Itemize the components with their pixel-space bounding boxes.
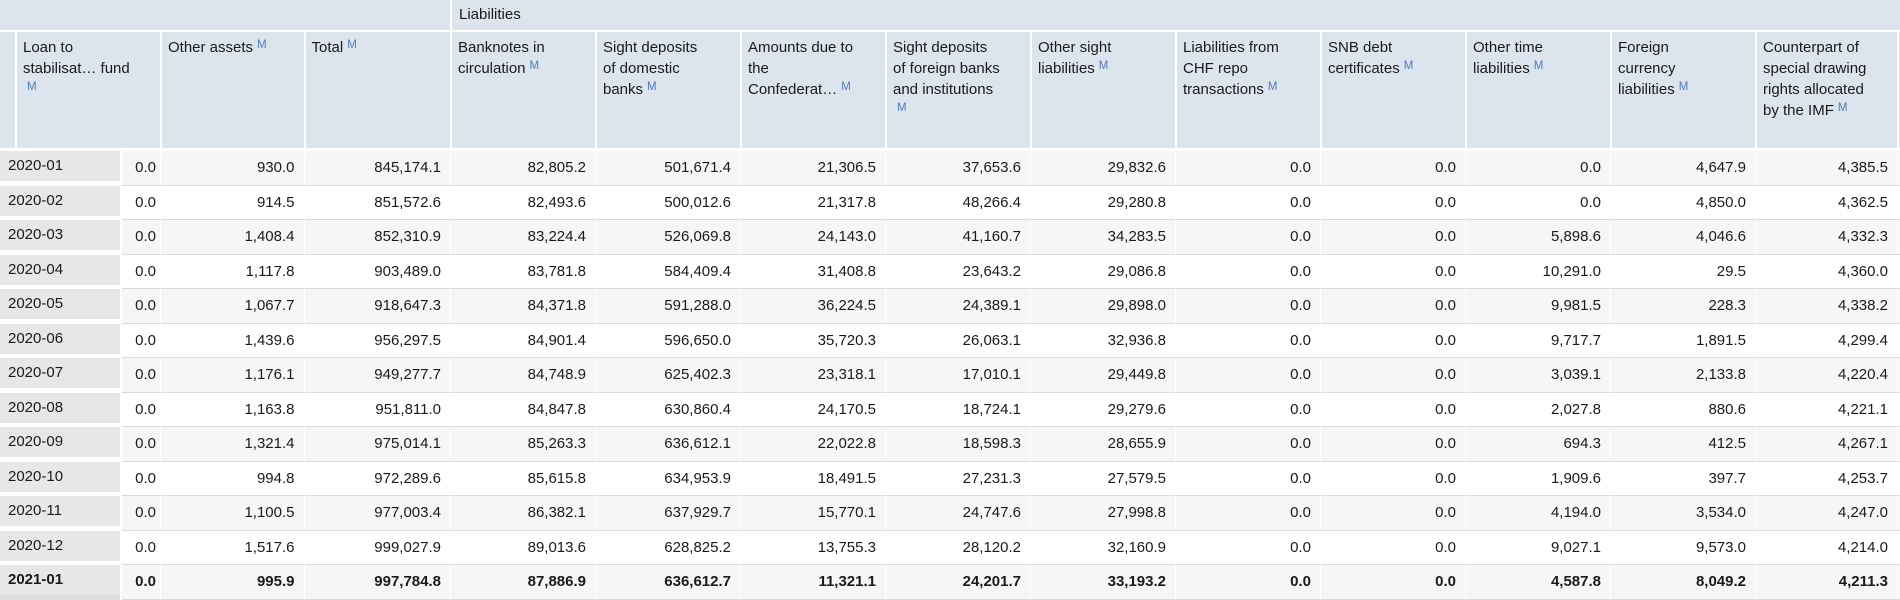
value-cell-snb-debt-certificates: 0.0 (1320, 393, 1465, 428)
value-cell-foreign-currency-liabilities: 880.6 (1610, 393, 1755, 428)
value-cell-snb-debt-certificates: 0.0 (1320, 462, 1465, 497)
value-cell-counterpart-sdr-imf: 4,299.4 (1755, 324, 1897, 359)
table-row-2020-01 (0, 151, 1900, 186)
value-cell-liabilities-chf-repo: 0.0 (1175, 289, 1320, 324)
table-row-2020-12 (0, 531, 1900, 566)
value-cell-other-assets: 1,439.6 (160, 324, 304, 359)
value-cell-banknotes-in-circulation: 86,382.1 (450, 496, 595, 531)
metadata-link[interactable]: M (27, 81, 37, 93)
table-row-2020-09 (0, 427, 1900, 462)
table-row-2020-03 (0, 220, 1900, 255)
value-cell-other-assets: 994.8 (160, 462, 304, 497)
column-header-label: Counterpart of special drawing rights allocated by the IMF (1763, 39, 1867, 119)
value-cell-liabilities-chf-repo: 0.0 (1175, 393, 1320, 428)
value-cell-sight-deposits-domestic-banks: 596,650.0 (595, 324, 740, 359)
value-cell-total: 972,289.6 (304, 462, 451, 497)
value-cell-sight-deposits-domestic-banks: 637,929.7 (595, 496, 740, 531)
value-cell-liabilities-chf-repo: 0.0 (1175, 186, 1320, 221)
column-header-label: Liabilities from CHF repo transactions (1183, 39, 1279, 98)
value-cell-sight-deposits-foreign-banks: 27,231.3 (885, 462, 1030, 497)
value-cell-counterpart-sdr-imf: 4,267.1 (1755, 427, 1897, 462)
row-label: 2020-01 (0, 151, 120, 181)
value-cell-sight-deposits-domestic-banks: 500,012.6 (595, 186, 740, 221)
value-cell-other-time-liabilities: 9,027.1 (1465, 531, 1610, 566)
value-cell-counterpart-sdr-imf: 4,338.2 (1755, 289, 1897, 324)
value-cell-other-assets: 1,117.8 (160, 255, 304, 290)
value-cell-sight-deposits-foreign-banks: 24,201.7 (885, 565, 1030, 600)
value-cell-sight-deposits-domestic-banks: 584,409.4 (595, 255, 740, 290)
value-cell-snb-debt-certificates: 0.0 (1320, 324, 1465, 359)
value-cell-loan-to-stabilisation-fund: 0.0 (15, 427, 160, 462)
value-cell-counterpart-sdr-imf: 4,211.3 (1755, 565, 1897, 600)
value-cell-liabilities-chf-repo: 0.0 (1175, 462, 1320, 497)
value-cell-loan-to-stabilisation-fund: 0.0 (15, 151, 160, 186)
value-cell-total: 851,572.6 (304, 186, 451, 221)
value-cell-liabilities-chf-repo: 0.0 (1175, 496, 1320, 531)
value-cell-other-sight-liabilities: 29,279.6 (1030, 393, 1175, 428)
value-cell-banknotes-in-circulation: 85,615.8 (450, 462, 595, 497)
value-cell-loan-to-stabilisation-fund: 0.0 (15, 496, 160, 531)
value-cell-banknotes-in-circulation: 83,781.8 (450, 255, 595, 290)
column-header-label: Sight deposits of foreign banks and institutions (893, 39, 1000, 98)
value-cell-sight-deposits-foreign-banks: 28,120.2 (885, 531, 1030, 566)
value-cell-sight-deposits-foreign-banks: 26,063.1 (885, 324, 1030, 359)
value-cell-liabilities-chf-repo: 0.0 (1175, 531, 1320, 566)
value-cell-sight-deposits-foreign-banks: 48,266.4 (885, 186, 1030, 221)
column-header-liabilities-chf-repo (1175, 32, 1320, 148)
value-cell-snb-debt-certificates: 0.0 (1320, 220, 1465, 255)
value-cell-other-assets: 1,408.4 (160, 220, 304, 255)
value-cell-other-assets: 1,100.5 (160, 496, 304, 531)
value-cell-amounts-due-confederation: 21,306.5 (740, 151, 885, 186)
group-header-row (0, 0, 1900, 30)
value-cell-amounts-due-confederation: 21,317.8 (740, 186, 885, 221)
metadata-link[interactable]: M (529, 60, 540, 72)
value-cell-foreign-currency-liabilities: 9,573.0 (1610, 531, 1755, 566)
row-label: 2020-04 (0, 255, 120, 285)
value-cell-other-sight-liabilities: 34,283.5 (1030, 220, 1175, 255)
value-cell-total: 997,784.8 (304, 565, 451, 600)
column-header-row (0, 32, 1900, 148)
value-cell-sight-deposits-domestic-banks: 636,612.1 (595, 427, 740, 462)
metadata-link[interactable]: M (647, 81, 657, 93)
value-cell-loan-to-stabilisation-fund: 0.0 (15, 186, 160, 221)
value-cell-other-time-liabilities: 4,587.8 (1465, 565, 1610, 600)
column-header-sight-deposits-foreign-banks (885, 32, 1030, 148)
value-cell-total: 903,489.0 (304, 255, 451, 290)
row-label: 2020-09 (0, 427, 120, 457)
value-cell-sight-deposits-domestic-banks: 628,825.2 (595, 531, 740, 566)
value-cell-amounts-due-confederation: 11,321.1 (740, 565, 885, 600)
column-header-loan-to-stabilisation-fund (15, 32, 160, 148)
value-cell-other-time-liabilities: 2,027.8 (1465, 393, 1610, 428)
metadata-link[interactable]: M (1403, 60, 1414, 72)
table-row-2020-06 (0, 324, 1900, 359)
table-row-2020-04 (0, 255, 1900, 290)
value-cell-counterpart-sdr-imf: 4,220.4 (1755, 358, 1897, 393)
value-cell-total: 918,647.3 (304, 289, 451, 324)
value-cell-counterpart-sdr-imf: 4,214.0 (1755, 531, 1897, 566)
value-cell-amounts-due-confederation: 24,143.0 (740, 220, 885, 255)
value-cell-liabilities-chf-repo: 0.0 (1175, 565, 1320, 600)
value-cell-total: 999,027.9 (304, 531, 451, 566)
value-cell-snb-debt-certificates: 0.0 (1320, 255, 1465, 290)
group-header-assets (0, 0, 450, 30)
value-cell-other-time-liabilities: 0.0 (1465, 186, 1610, 221)
value-cell-loan-to-stabilisation-fund: 0.0 (15, 255, 160, 290)
metadata-link[interactable]: M (257, 39, 267, 51)
value-cell-other-assets: 930.0 (160, 151, 304, 186)
metadata-link[interactable]: M (841, 81, 851, 93)
value-cell-counterpart-sdr-imf: 4,253.7 (1755, 462, 1897, 497)
horizontal-scrollbar-thumb[interactable] (0, 595, 120, 600)
table-row-2020-08 (0, 393, 1900, 428)
value-cell-banknotes-in-circulation: 84,901.4 (450, 324, 595, 359)
value-cell-sight-deposits-domestic-banks: 636,612.7 (595, 565, 740, 600)
column-header-label: Loan to stabilisat… fund (23, 39, 130, 77)
value-cell-sight-deposits-domestic-banks: 526,069.8 (595, 220, 740, 255)
value-cell-counterpart-sdr-imf: 4,360.0 (1755, 255, 1897, 290)
value-cell-liabilities-chf-repo: 0.0 (1175, 358, 1320, 393)
value-cell-foreign-currency-liabilities: 2,133.8 (1610, 358, 1755, 393)
value-cell-liabilities-chf-repo: 0.0 (1175, 427, 1320, 462)
value-cell-counterpart-sdr-imf: 4,221.1 (1755, 393, 1897, 428)
value-cell-snb-debt-certificates: 0.0 (1320, 186, 1465, 221)
value-cell-other-sight-liabilities: 32,936.8 (1030, 324, 1175, 359)
value-cell-amounts-due-confederation: 36,224.5 (740, 289, 885, 324)
value-cell-liabilities-chf-repo: 0.0 (1175, 220, 1320, 255)
row-label: 2020-02 (0, 186, 120, 216)
value-cell-liabilities-chf-repo: 0.0 (1175, 151, 1320, 186)
value-cell-sight-deposits-domestic-banks: 591,288.0 (595, 289, 740, 324)
value-cell-snb-debt-certificates: 0.0 (1320, 427, 1465, 462)
metadata-link[interactable]: M (347, 39, 357, 51)
value-cell-other-assets: 995.9 (160, 565, 304, 600)
value-cell-counterpart-sdr-imf: 4,332.3 (1755, 220, 1897, 255)
metadata-link[interactable]: M (1678, 81, 1689, 93)
group-header-liabilities: Liabilities (450, 0, 1900, 30)
row-label: 2020-05 (0, 289, 120, 319)
value-cell-other-sight-liabilities: 32,160.9 (1030, 531, 1175, 566)
value-cell-foreign-currency-liabilities: 397.7 (1610, 462, 1755, 497)
value-cell-sight-deposits-foreign-banks: 23,643.2 (885, 255, 1030, 290)
value-cell-amounts-due-confederation: 22,022.8 (740, 427, 885, 462)
value-cell-other-assets: 1,517.6 (160, 531, 304, 566)
table-row-2021-01 (0, 565, 1900, 600)
row-label: 2020-06 (0, 324, 120, 354)
value-cell-loan-to-stabilisation-fund: 0.0 (15, 393, 160, 428)
value-cell-foreign-currency-liabilities: 228.3 (1610, 289, 1755, 324)
value-cell-liabilities-chf-repo: 0.0 (1175, 324, 1320, 359)
column-header-label: Sight deposits of domestic banks (603, 39, 698, 98)
value-cell-foreign-currency-liabilities: 8,049.2 (1610, 565, 1755, 600)
value-cell-foreign-currency-liabilities: 1,891.5 (1610, 324, 1755, 359)
value-cell-banknotes-in-circulation: 87,886.9 (450, 565, 595, 600)
date-column (0, 151, 122, 600)
value-cell-sight-deposits-domestic-banks: 501,671.4 (595, 151, 740, 186)
value-cell-banknotes-in-circulation: 82,805.2 (450, 151, 595, 186)
column-header-other-time-liabilities (1465, 32, 1610, 148)
value-cell-amounts-due-confederation: 24,170.5 (740, 393, 885, 428)
value-cell-sight-deposits-foreign-banks: 17,010.1 (885, 358, 1030, 393)
value-cell-counterpart-sdr-imf: 4,247.0 (1755, 496, 1897, 531)
value-cell-foreign-currency-liabilities: 4,046.6 (1610, 220, 1755, 255)
column-header-label: Other time liabilities (1473, 39, 1544, 77)
value-cell-banknotes-in-circulation: 82,493.6 (450, 186, 595, 221)
metadata-link[interactable]: M (1533, 60, 1544, 72)
value-cell-counterpart-sdr-imf: 4,385.5 (1755, 151, 1897, 186)
column-header-other-assets (160, 32, 304, 148)
value-cell-sight-deposits-domestic-banks: 630,860.4 (595, 393, 740, 428)
value-cell-snb-debt-certificates: 0.0 (1320, 358, 1465, 393)
column-header-label: Banknotes in circulation (458, 39, 545, 77)
value-cell-liabilities-chf-repo: 0.0 (1175, 255, 1320, 290)
column-header-snb-debt-certificates (1320, 32, 1465, 148)
column-header-amounts-due-confederation (740, 32, 885, 148)
value-cell-other-time-liabilities: 9,981.5 (1465, 289, 1610, 324)
header-cell-left-sliver (0, 32, 15, 148)
value-cell-total: 949,277.7 (304, 358, 451, 393)
value-cell-other-assets: 1,067.7 (160, 289, 304, 324)
value-cell-other-sight-liabilities: 29,832.6 (1030, 151, 1175, 186)
table-row-2020-11 (0, 496, 1900, 531)
row-label: 2020-07 (0, 358, 120, 388)
value-cell-amounts-due-confederation: 35,720.3 (740, 324, 885, 359)
value-cell-foreign-currency-liabilities: 4,850.0 (1610, 186, 1755, 221)
row-label: 2020-08 (0, 393, 120, 423)
value-cell-sight-deposits-foreign-banks: 37,653.6 (885, 151, 1030, 186)
value-cell-loan-to-stabilisation-fund: 0.0 (15, 565, 160, 600)
metadata-link[interactable]: M (1098, 60, 1109, 72)
value-cell-other-sight-liabilities: 28,655.9 (1030, 427, 1175, 462)
value-cell-banknotes-in-circulation: 85,263.3 (450, 427, 595, 462)
value-cell-sight-deposits-domestic-banks: 634,953.9 (595, 462, 740, 497)
row-label: 2020-12 (0, 531, 120, 561)
value-cell-total: 956,297.5 (304, 324, 451, 359)
column-header-label: Amounts due to the Confederat… (748, 39, 854, 98)
value-cell-banknotes-in-circulation: 89,013.6 (450, 531, 595, 566)
value-cell-other-sight-liabilities: 29,449.8 (1030, 358, 1175, 393)
column-header-banknotes-in-circulation (450, 32, 595, 148)
value-cell-banknotes-in-circulation: 84,847.8 (450, 393, 595, 428)
row-label: 2020-03 (0, 220, 120, 250)
value-cell-amounts-due-confederation: 13,755.3 (740, 531, 885, 566)
value-cell-sight-deposits-foreign-banks: 18,724.1 (885, 393, 1030, 428)
table-row-2020-10 (0, 462, 1900, 497)
value-cell-loan-to-stabilisation-fund: 0.0 (15, 531, 160, 566)
value-cell-other-sight-liabilities: 27,998.8 (1030, 496, 1175, 531)
value-cell-amounts-due-confederation: 18,491.5 (740, 462, 885, 497)
table-row-2020-05 (0, 289, 1900, 324)
metadata-link[interactable]: M (1837, 102, 1848, 114)
value-cell-snb-debt-certificates: 0.0 (1320, 151, 1465, 186)
column-header-other-sight-liabilities (1030, 32, 1175, 148)
value-cell-other-time-liabilities: 1,909.6 (1465, 462, 1610, 497)
value-cell-amounts-due-confederation: 23,318.1 (740, 358, 885, 393)
column-header-foreign-currency-liabilities (1610, 32, 1755, 148)
metadata-link[interactable]: M (1267, 81, 1278, 93)
value-cell-snb-debt-certificates: 0.0 (1320, 496, 1465, 531)
table-row-2020-07 (0, 358, 1900, 393)
column-header-label: Total (311, 39, 344, 56)
value-cell-banknotes-in-circulation: 83,224.4 (450, 220, 595, 255)
column-header-label: Foreign currency liabilities (1618, 39, 1676, 98)
value-cell-other-assets: 1,321.4 (160, 427, 304, 462)
value-cell-other-sight-liabilities: 33,193.2 (1030, 565, 1175, 600)
value-cell-total: 852,310.9 (304, 220, 451, 255)
row-label: 2020-11 (0, 496, 120, 526)
value-cell-sight-deposits-foreign-banks: 24,747.6 (885, 496, 1030, 531)
value-cell-foreign-currency-liabilities: 412.5 (1610, 427, 1755, 462)
value-cell-other-time-liabilities: 0.0 (1465, 151, 1610, 186)
value-cell-snb-debt-certificates: 0.0 (1320, 565, 1465, 600)
value-cell-other-time-liabilities: 9,717.7 (1465, 324, 1610, 359)
value-cell-total: 975,014.1 (304, 427, 451, 462)
value-cell-other-sight-liabilities: 29,086.8 (1030, 255, 1175, 290)
value-cell-snb-debt-certificates: 0.0 (1320, 531, 1465, 566)
value-cell-sight-deposits-foreign-banks: 18,598.3 (885, 427, 1030, 462)
value-cell-loan-to-stabilisation-fund: 0.0 (15, 358, 160, 393)
value-cell-loan-to-stabilisation-fund: 0.0 (15, 289, 160, 324)
value-cell-other-sight-liabilities: 29,280.8 (1030, 186, 1175, 221)
value-cell-total: 951,811.0 (304, 393, 451, 428)
value-cell-other-time-liabilities: 5,898.6 (1465, 220, 1610, 255)
value-cell-other-time-liabilities: 3,039.1 (1465, 358, 1610, 393)
value-cell-other-sight-liabilities: 29,898.0 (1030, 289, 1175, 324)
value-cell-snb-debt-certificates: 0.0 (1320, 289, 1465, 324)
row-label: 2020-10 (0, 462, 120, 492)
metadata-link[interactable]: M (897, 102, 907, 114)
value-cell-amounts-due-confederation: 31,408.8 (740, 255, 885, 290)
value-cell-counterpart-sdr-imf: 4,362.5 (1755, 186, 1897, 221)
row-label: 2021-01 (0, 565, 120, 595)
value-cell-total: 845,174.1 (304, 151, 451, 186)
value-cell-other-time-liabilities: 10,291.0 (1465, 255, 1610, 290)
value-cell-foreign-currency-liabilities: 3,534.0 (1610, 496, 1755, 531)
column-header-label: SNB debt certificates (1328, 39, 1400, 77)
column-header-label: Other assets (168, 39, 254, 56)
value-cell-other-assets: 1,176.1 (160, 358, 304, 393)
value-cell-foreign-currency-liabilities: 29.5 (1610, 255, 1755, 290)
value-cell-other-time-liabilities: 4,194.0 (1465, 496, 1610, 531)
value-cell-sight-deposits-domestic-banks: 625,402.3 (595, 358, 740, 393)
column-header-sight-deposits-domestic-banks (595, 32, 740, 148)
value-cell-other-assets: 1,163.8 (160, 393, 304, 428)
value-cell-loan-to-stabilisation-fund: 0.0 (15, 324, 160, 359)
table-row-2020-02 (0, 186, 1900, 221)
value-cell-banknotes-in-circulation: 84,371.8 (450, 289, 595, 324)
value-cell-foreign-currency-liabilities: 4,647.9 (1610, 151, 1755, 186)
value-cell-loan-to-stabilisation-fund: 0.0 (15, 220, 160, 255)
value-cell-loan-to-stabilisation-fund: 0.0 (15, 462, 160, 497)
column-header-counterpart-sdr-imf (1755, 32, 1897, 148)
value-cell-amounts-due-confederation: 15,770.1 (740, 496, 885, 531)
value-cell-other-time-liabilities: 694.3 (1465, 427, 1610, 462)
value-cell-banknotes-in-circulation: 84,748.9 (450, 358, 595, 393)
table-body (0, 151, 1900, 600)
column-header-label: Other sight liabilities (1038, 39, 1112, 77)
value-cell-total: 977,003.4 (304, 496, 451, 531)
column-header-total (304, 32, 451, 148)
value-cell-sight-deposits-foreign-banks: 41,160.7 (885, 220, 1030, 255)
value-cell-sight-deposits-foreign-banks: 24,389.1 (885, 289, 1030, 324)
value-cell-other-sight-liabilities: 27,579.5 (1030, 462, 1175, 497)
value-cell-other-assets: 914.5 (160, 186, 304, 221)
